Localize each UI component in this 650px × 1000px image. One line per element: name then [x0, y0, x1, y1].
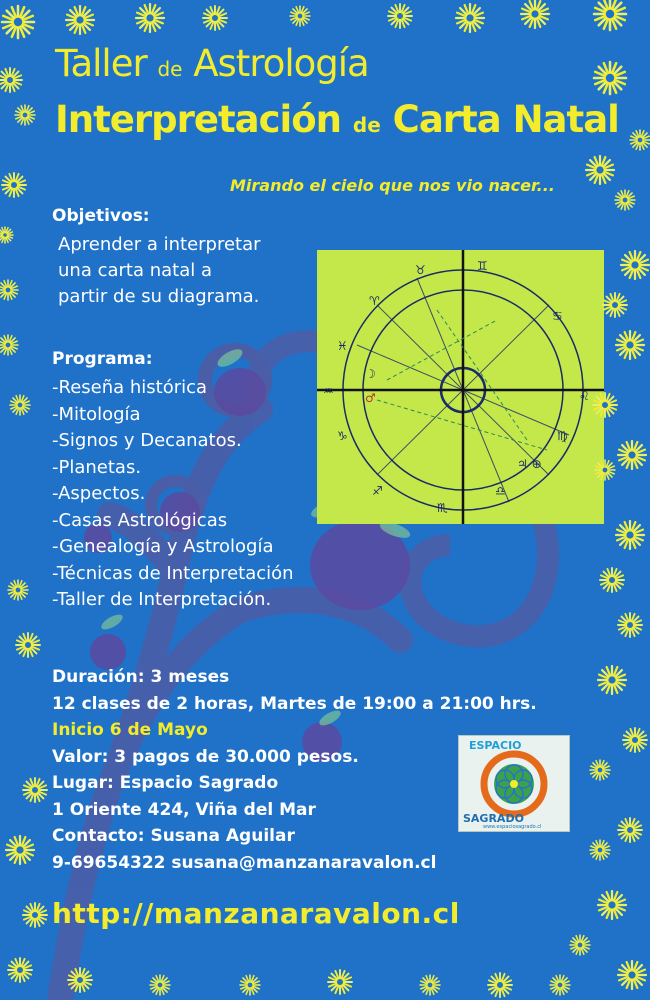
- yellow-flower-icon: [68, 968, 92, 992]
- objetivos-line: partir de su diagrama.: [58, 286, 260, 307]
- yellow-flower-icon: [618, 613, 642, 637]
- yellow-flower-icon: [0, 335, 18, 355]
- yellow-flower-icon: [150, 975, 170, 995]
- objetivos-text: [58, 232, 261, 310]
- yellow-flower-icon: [0, 227, 13, 243]
- yellow-flower-icon: [550, 975, 570, 995]
- yellow-flower-icon: [240, 975, 260, 995]
- yellow-flower-icon: [521, 0, 549, 28]
- lugar: Lugar: Espacio Sagrado: [52, 773, 279, 793]
- logo-top-text: ESPACIO: [469, 739, 522, 752]
- programa-item: -Mitología: [52, 403, 141, 425]
- programa-heading: Programa:: [52, 349, 153, 369]
- logo-bottom-text: SAGRADO: [463, 812, 524, 825]
- programa-item: -Signos y Decanatos.: [52, 430, 242, 451]
- duracion: Duración: 3 meses: [52, 667, 230, 687]
- yellow-flower-icon: [603, 293, 627, 317]
- svg-text:♂: ♂: [365, 391, 376, 405]
- yellow-flower-icon: [595, 460, 615, 480]
- yellow-flower-icon: [488, 973, 512, 997]
- yellow-flower-icon: [615, 190, 635, 210]
- direccion: 1 Oriente 424, Viña del Mar: [52, 799, 316, 820]
- espacio-sagrado-logo-icon: [458, 735, 570, 832]
- objetivos-line: Aprender a interpretar: [58, 234, 261, 255]
- yellow-flower-icon: [23, 903, 47, 927]
- yellow-flower-icon: [598, 891, 626, 919]
- objetivos-heading: Objetivos:: [52, 206, 150, 226]
- yellow-flower-icon: [328, 970, 352, 994]
- svg-text:♌: ♌: [579, 389, 590, 403]
- programa-item: -Casas Astrológicas: [52, 509, 228, 531]
- svg-text:♍: ♍: [557, 429, 568, 443]
- yellow-flower-icon: [2, 6, 34, 38]
- svg-text:♎: ♎: [495, 484, 506, 498]
- yellow-flower-icon: [6, 836, 34, 864]
- programa-item: -Reseña histórica: [52, 377, 208, 398]
- svg-text:♋: ♋: [552, 309, 563, 323]
- tagline: Mirando el cielo que nos vio nacer...: [230, 176, 555, 195]
- programa-item: -Técnicas de Interpretación: [52, 562, 294, 584]
- objetivos-line: una carta natal a: [58, 260, 212, 281]
- yellow-flower-icon: [15, 105, 35, 125]
- yellow-flower-icon: [593, 393, 617, 417]
- valor: Valor: 3 pagos de 30.000 pesos.: [52, 746, 359, 767]
- yellow-flower-icon: [590, 760, 610, 780]
- svg-text:♃ ⊕: ♃ ⊕: [517, 457, 542, 471]
- yellow-flower-icon: [136, 4, 164, 32]
- yellow-flower-icon: [616, 521, 644, 549]
- yellow-flower-icon: [8, 958, 32, 982]
- title-line-1: Taller de Astrología: [55, 42, 369, 85]
- programa-item: -Planetas.: [52, 456, 142, 478]
- svg-text:♒: ♒: [323, 384, 334, 398]
- programa-item: -Aspectos.: [52, 483, 146, 504]
- svg-text:♓: ♓: [337, 339, 348, 353]
- yellow-flower-icon: [616, 331, 644, 359]
- yellow-flower-icon: [594, 62, 626, 94]
- yellow-flower-icon: [618, 441, 646, 469]
- svg-text:♊: ♊: [477, 259, 488, 273]
- title-line-2: Interpretación de Carta Natal: [55, 98, 619, 141]
- telefono-email[interactable]: 9-69654322 susana@manzanaravalon.cl: [52, 852, 437, 873]
- yellow-flower-icon: [66, 6, 94, 34]
- yellow-flower-icon: [2, 173, 26, 197]
- yellow-flower-icon: [456, 4, 484, 32]
- yellow-flower-icon: [586, 156, 614, 184]
- svg-text:♈: ♈: [369, 294, 380, 308]
- yellow-flower-icon: [8, 580, 28, 600]
- yellow-flower-icon: [570, 935, 590, 955]
- svg-text:♑: ♑: [337, 429, 348, 443]
- svg-text:♉: ♉: [415, 263, 426, 277]
- svg-text:♏: ♏: [437, 501, 448, 515]
- yellow-flower-icon: [598, 666, 626, 694]
- yellow-flower-icon: [623, 728, 647, 752]
- yellow-flower-icon: [23, 778, 47, 802]
- yellow-flower-icon: [618, 818, 642, 842]
- yellow-flower-icon: [290, 6, 310, 26]
- yellow-flower-icon: [420, 975, 440, 995]
- inicio: Inicio 6 de Mayo: [52, 720, 208, 740]
- yellow-flower-icon: [203, 6, 227, 30]
- website-link[interactable]: http://manzanaravalon.cl: [52, 897, 460, 930]
- yellow-flower-icon: [590, 840, 610, 860]
- yellow-flower-icon: [594, 0, 626, 30]
- yellow-flower-icon: [388, 4, 412, 28]
- yellow-flower-icon: [600, 568, 624, 592]
- yellow-flower-icon: [10, 395, 30, 415]
- programa-item: -Taller de Interpretación.: [52, 589, 272, 610]
- programa-item: -Genealogía y Astrología: [52, 536, 274, 557]
- svg-text:☽: ☽: [365, 367, 376, 381]
- logo-site-text: www.espaciosagrado.cl: [483, 824, 542, 830]
- yellow-flower-icon: [16, 633, 40, 657]
- yellow-flower-icon: [0, 280, 18, 300]
- yellow-flower-icon: [0, 68, 22, 92]
- yellow-flower-icon: [621, 251, 649, 279]
- contacto: Contacto: Susana Aguilar: [52, 826, 295, 846]
- yellow-flower-icon: [630, 130, 650, 150]
- clases: 12 clases de 2 horas, Martes de 19:00 a 21:00 hrs.: [52, 693, 537, 714]
- programa-list: [52, 375, 294, 614]
- svg-text:♐: ♐: [372, 484, 383, 498]
- yellow-flower-icon: [618, 961, 646, 989]
